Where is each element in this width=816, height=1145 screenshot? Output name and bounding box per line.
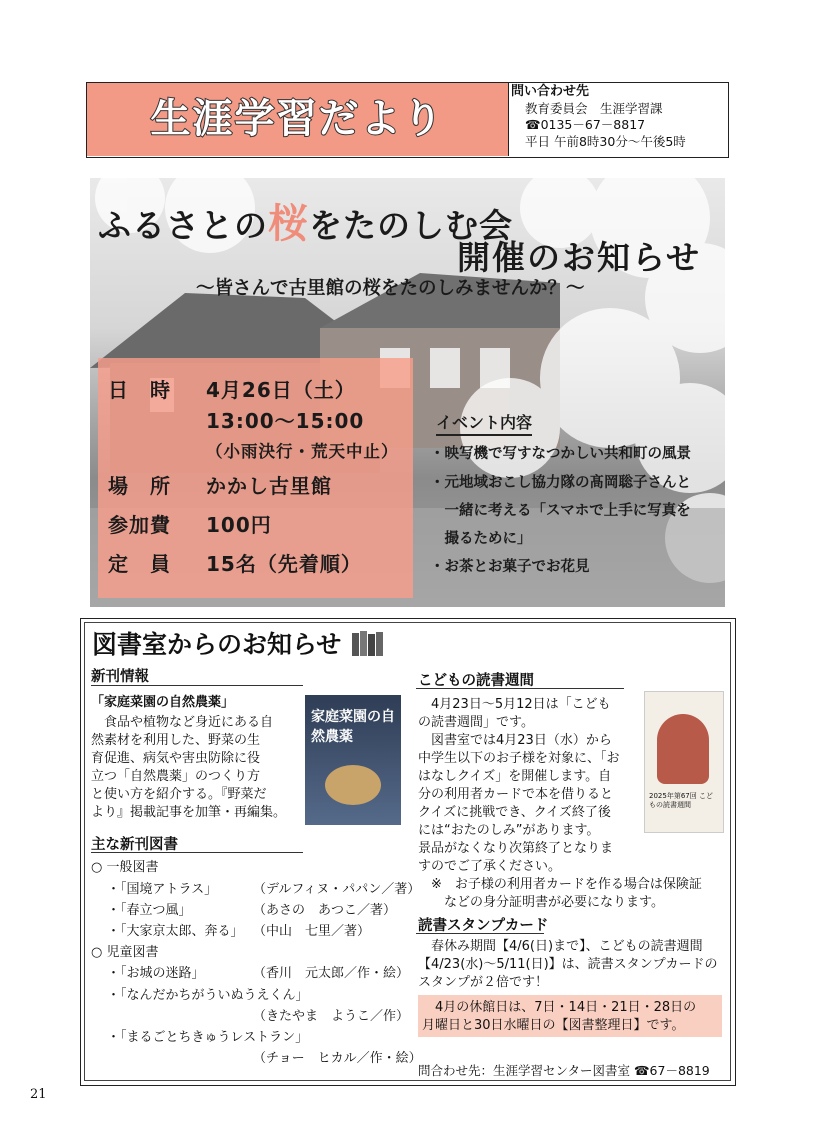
book-cover-title: 家庭菜園の自然農薬	[311, 709, 395, 745]
kids-week-text: 景品がなくなり次第終了となりま	[418, 841, 614, 856]
event-content-heading: イベント内容	[436, 410, 532, 436]
general-books-heading: ○ 一般図書	[91, 860, 159, 875]
event-item: 撮るために」	[430, 531, 532, 547]
event-item: 一緒に考える「スマホで上手に写真を	[430, 503, 691, 519]
stamp-card-text: 春休み期間【4/6(日)まで】、こどもの読書週間	[418, 939, 703, 954]
page-number: 21	[30, 1087, 47, 1102]
feature-book-title: 「家庭菜園の自然農薬」	[91, 695, 235, 710]
kids-week-text: 分の利用者カードで本を借りると	[418, 787, 614, 802]
time-value: 13:00～15:00	[206, 409, 365, 433]
kids-week-text: などの身分証明書が必要になります。	[418, 895, 664, 910]
library-contact: 問合わせ先：生涯学習センター図書室 ☎67－8819	[418, 1063, 710, 1078]
book-title: ・「なんだかちがういぬうえくん」	[107, 988, 309, 1003]
library-inner-frame	[84, 622, 731, 1081]
event-subtitle: ～皆さんで古里館の桜をたのしみませんか？～	[196, 278, 585, 299]
main-books-heading: 主な新刊図書	[91, 837, 178, 853]
closed-days-notice	[418, 995, 722, 1037]
contact-dept: 教育委員会 生涯学習課	[525, 100, 663, 116]
book-title: ・「お城の迷路」	[107, 966, 205, 981]
book-author: （中山 七里／著）	[253, 924, 371, 939]
stamp-card-text: 【4/23(水)～5/11(日)】は、読書スタンプカードの	[418, 957, 718, 972]
feature-book-desc: 食品や植物など身近にある自	[91, 715, 274, 730]
fee-value: 100円	[206, 513, 272, 537]
closed-days-text: 4月の休館日は、7日・14日・21日・28日の	[422, 1000, 697, 1015]
divider	[416, 933, 544, 934]
kids-week-text: はなしクイズ」を開催します。自	[418, 769, 612, 784]
book-author: （チョー ヒカル／作・絵）	[253, 1051, 422, 1066]
library-title	[92, 625, 386, 661]
kids-week-text: 中学生以下のお子様を対象に、「お	[418, 751, 620, 766]
kids-week-text: ※ お子様の利用者カードを作る場合は保険証	[418, 877, 702, 892]
book-cover-image	[305, 695, 401, 825]
library-title-text: 図書室からのお知らせ	[92, 630, 342, 659]
divider	[91, 852, 303, 853]
event-title-pre: ふるさとの	[98, 206, 268, 245]
fee-label: 参加費	[108, 513, 171, 537]
date-label: 日 時	[108, 378, 171, 402]
closed-days-text: 月曜日と30日水曜日の【図書整理日】です。	[422, 1018, 685, 1033]
event-title-line2: 開催のお知らせ	[457, 238, 702, 277]
capacity-value: 15名（先着順）	[206, 552, 362, 576]
book-title: ・「まるごとちきゅうレストラン」	[107, 1030, 309, 1045]
event-item: ・元地域おこし協力隊の髙岡聡子さんと	[430, 475, 691, 491]
contact-info	[511, 84, 726, 150]
contact-hours: 平日 午前8時30分～午後5時	[525, 133, 686, 149]
feature-book-desc: より』掲載記事を加筆・再編集。	[91, 805, 287, 820]
event-banner	[90, 178, 725, 607]
stamp-card-heading: 読書スタンプカード	[418, 918, 549, 934]
event-title-sakura: 桜	[268, 201, 309, 247]
children-books-heading: ○ 児童図書	[91, 945, 159, 960]
book-author: （香川 元太郎／作・絵）	[253, 966, 410, 981]
kids-week-text: 4月23日～5月12日は「こども	[418, 697, 611, 712]
place-label: 場 所	[108, 474, 171, 498]
feature-book-desc: 立つ「自然農薬」のつくり方	[91, 769, 261, 784]
feature-book-desc: と使い方を紹介する。『野菜だ	[91, 787, 267, 802]
poster-illustration	[657, 714, 709, 784]
book-author: （きたやま ようこ／作）	[253, 1009, 410, 1024]
book-title: ・「春立つ風」	[107, 903, 192, 918]
cover-illustration	[325, 765, 381, 805]
date-value: 4月26日（土）	[206, 378, 356, 402]
event-item: ・映写機で写すなつかしい共和町の風景	[430, 446, 691, 462]
stamp-card-text: スタンプが２倍です！	[418, 975, 549, 990]
newsletter-title: 生涯学習だより	[150, 96, 445, 142]
divider	[91, 685, 303, 686]
kids-week-text: には“おたのしみ”があります。	[418, 823, 600, 838]
reading-week-poster	[644, 691, 724, 833]
kids-week-text: 図書室では4月23日（水）から	[418, 733, 612, 748]
event-title-post: をたのしむ会	[309, 206, 513, 245]
newsletter-header	[86, 82, 729, 158]
poster-caption: 2025年第67回 こどもの読書週間	[649, 792, 713, 809]
feature-book-desc: 育促進、病気や害虫防除に役	[91, 751, 261, 766]
event-item: ・お茶とお菓子でお花見	[430, 559, 590, 575]
title-box	[87, 83, 509, 156]
book-author: （あさの あつこ／著）	[253, 903, 397, 918]
book-title: ・「大家京太郎、奔る」	[107, 924, 244, 939]
feature-book-desc: 然素材を利用した、野菜の生	[91, 733, 261, 748]
library-section	[80, 618, 736, 1086]
kids-week-text: クイズに挑戦でき、クイズ終了後	[418, 805, 611, 820]
capacity-label: 定 員	[108, 552, 171, 576]
event-title-line1	[98, 192, 513, 249]
book-title: ・「国境アトラス」	[107, 882, 218, 897]
kids-week-text: すのでご了承ください。	[418, 859, 562, 874]
contact-heading: 問い合わせ先	[511, 84, 590, 99]
divider	[416, 688, 624, 689]
kids-week-text: の読書週間」です。	[418, 715, 534, 730]
weather-note: （小雨決行・荒天中止）	[206, 442, 399, 461]
contact-phone: ☎0135－67－8817	[525, 117, 646, 132]
book-author: （デルフィヌ・パパン／著）	[253, 882, 421, 897]
new-info-heading: 新刊情報	[91, 669, 149, 685]
kids-week-heading: こどもの読書週間	[418, 673, 534, 689]
books-icon	[350, 629, 386, 657]
place-value: かかし古里館	[206, 474, 332, 498]
